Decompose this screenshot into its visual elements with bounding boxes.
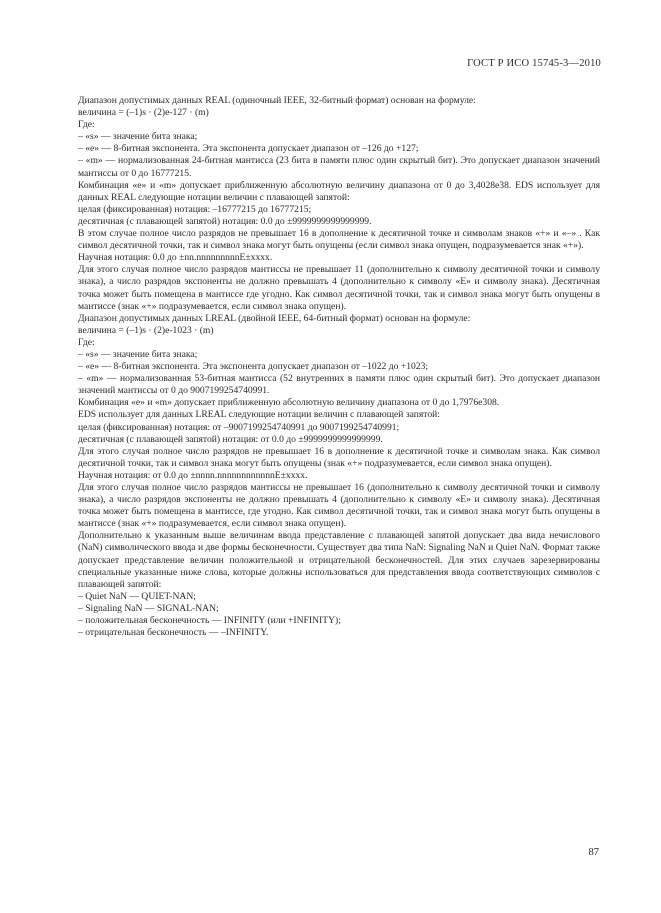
list-item: – «s» — значение бита знака; [78, 131, 198, 143]
paragraph: Научная нотация: 0.0 до ±nn.nnnnnnnnnE±xxxx. [78, 252, 273, 264]
formula-real-text: величина = (–1)s · (2)e-127 · (m) [78, 107, 209, 119]
paragraph: EDS использует для данных LREAL следующие нотации величин с плавающей запятой: [78, 409, 440, 421]
paragraph: десятичная (с плавающей запятой) нотация: от 0.0 до ±9999999999999999. [78, 433, 383, 445]
paragraph: Научная нотация: от 0.0 до ±nnnn.nnnnnnnnnnnnE±xxxx. [78, 469, 308, 481]
document-header: ГОСТ Р ИСО 15745-3—2010 [467, 58, 601, 69]
list-item: – «s» — значение бита знака; [78, 348, 198, 360]
list-item: – «m» — нормализованная 24-битная мантисса (23 бита в памяти плюс один скрытый бит). Это допускает диапазон значений мантиссы от 0 до 16777215. [78, 155, 600, 179]
list-item: – положительная бесконечность — INFINITY (или +INFINITY); [78, 615, 341, 627]
formula-real [78, 107, 600, 119]
paragraph: Комбинация «e» и «m» допускает приближенную абсолютную величину диапазона от 0 до 3,4028e38. EDS использует для данных REAL следующие нотации величин с плавающей запятой: [78, 179, 600, 203]
formula-lreal-text: величина = (–1)s · (2)e-1023 · (m) [78, 324, 214, 336]
document-body [78, 95, 600, 639]
paragraph: целая (фиксированная) нотация: –16777215 до 16777215; [78, 203, 312, 215]
list-item: – Signaling NaN — SIGNAL-NAN; [78, 602, 219, 614]
list-item: – «e» — 8-битная экспонента. Эта экспонента допускает диапазон от –126 до +127; [78, 143, 419, 155]
paragraph: Для этого случая полное число разрядов не превышает 16 в дополнение к десятичной точке и символам знака. Как символ десятичной точки, так и символ знака могут быть опущены (знак «+» подразумевается, если символ знака опущен). [78, 445, 600, 469]
list-item: – отрицательная бесконечность — –INFINITY. [78, 627, 269, 639]
paragraph: Комбинация «e» и «m» допускает приближенную абсолютную величину диапазона от 0 до 1,7976e308. [78, 397, 500, 409]
list-item: – «e» — 8-битная экспонента. Эта экспонента допускает диапазон от –1022 до +1023; [78, 361, 429, 373]
paragraph: Где: [78, 336, 95, 348]
page-number: 87 [588, 847, 599, 858]
paragraph: Для этого случая полное число разрядов мантиссы не превышает 16 (дополнительно к символу десятичной точки и символу знака), а число разрядов экспоненты не должно превышать 4 (дополнительно к символу «E» и символу знака). Десятичная точка может быть помещена в мантиссе, где угодно. Как символ десятичной точки, так и символ знака могут быть опущены в мантиссе (знак «+» подразумевается, если символ знака опущен). [78, 482, 600, 530]
list-item: – «m» — нормализованная 53-битная мантисса (52 внутренних в памяти плюс один скрытый бит). Это допускает диапазон значений мантиссы от 0 до 9007199254740991. [78, 373, 600, 397]
list-item: – Quiet NaN — QUIET-NAN; [78, 590, 196, 602]
paragraph: Для этого случая полное число разрядов мантиссы не превышает 11 (дополнительно к символу десятичной точки и символу знака), а число разрядов экспоненты не должно превышать 4 (дополнительно к символу «E» и символу знака). Десятичная точка может быть помещена в мантиссе где угодно. Как символ десятичной точки, так и символ знака могут быть опущены в мантиссе (знак «+» подразумевается, если символ знака опущен). [78, 264, 600, 312]
paragraph: целая (фиксированная) нотация: от –9007199254740991 до 9007199254740991; [78, 421, 400, 433]
paragraph: В этом случае полное число разрядов не превышает 16 в дополнение к десятичной точке и символам знаков «+» и «–» . Как символ десятичной точки, так и символ знака могут быть опущены (если символ знака опущен, подразумевается знак «+»). [78, 228, 600, 252]
paragraph: десятичная (с плавающей запятой) нотация: 0.0 до ±9999999999999999. [78, 215, 372, 227]
paragraph: Где: [78, 119, 95, 131]
paragraph: Диапазон допустимых данных LREAL (двойной IEEE, 64-битный формат) основан на формуле: [78, 312, 471, 324]
paragraph: Дополнительно к указанным выше величинам ввода представление с плавающей запятой допускает два вида нечислового (NaN) символического ввода и две формы бесконечности. Существует два типа NaN: Signaling NaN и Quiet NaN. Формат также допускает представление величин положительной и отрицательной бесконечностей. Для этих случаев зарезервированы специальные указанные ниже слова, которые должны использоваться для представления ввода соответствующих символов с плавающей запятой: [78, 530, 600, 590]
formula-lreal [78, 325, 600, 337]
paragraph: Диапазон допустимых данных REAL (одиночный IEEE, 32-битный формат) основан на формуле: [78, 95, 476, 106]
